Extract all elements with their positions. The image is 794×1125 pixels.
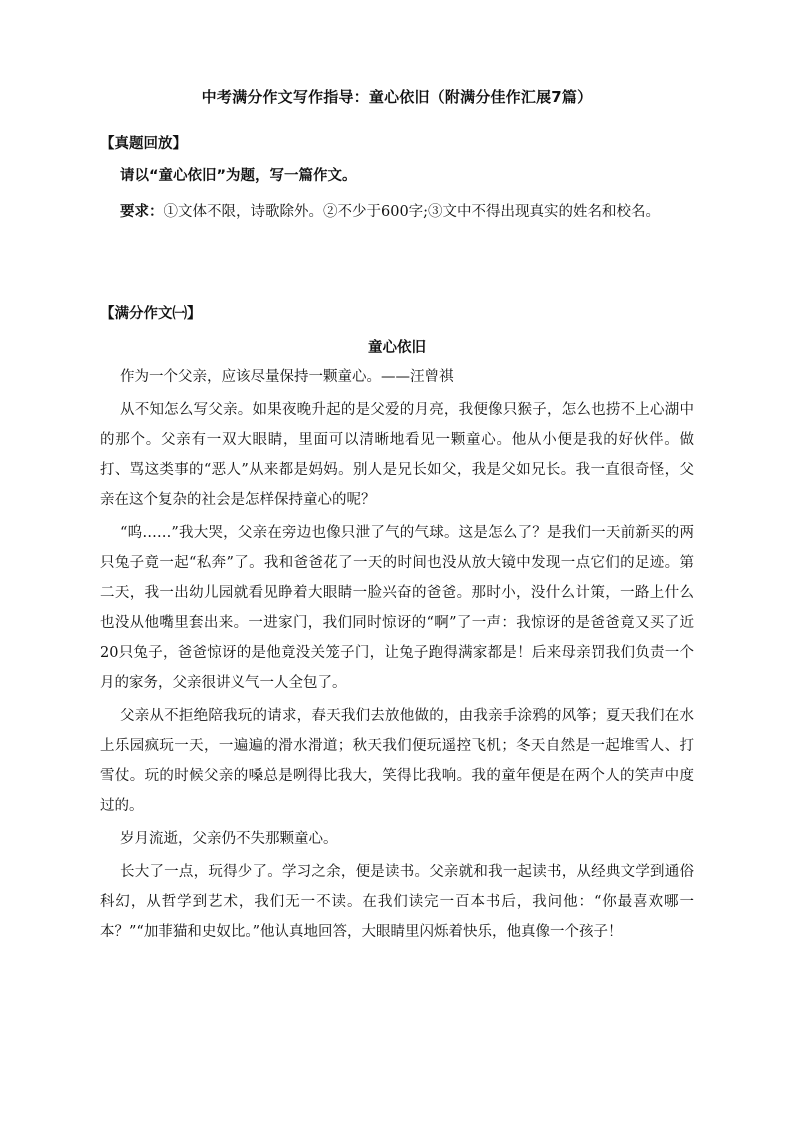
essay-paragraph: 岁月流逝，父亲仍不失那颗童心。: [120, 831, 338, 847]
essay-paragraph-epigraph: 作为一个父亲，应该尽量保持一颗童心。——汪曾祺: [120, 369, 454, 385]
essay-1-heading: 【满分作文㈠】: [100, 306, 202, 322]
real-question-heading: 【真题回放】: [100, 136, 187, 152]
requirement-paragraph: [100, 197, 694, 227]
essay-paragraph: 从不知怎么写父亲。如果夜晚升起的是父爱的月亮，我便像只猴子，怎么也捞不上心湖中的那个。父亲有一双大眼睛，里面可以清晰地看见一颗童心。他从小便是我的好伙伴。做打、骂这类事的“恶人”从来都是妈妈。别人是兄长如父，我是父如兄长。我一直很奇怪，父亲在这个复杂的社会是怎样保持童心的呢？: [100, 402, 694, 508]
requirement-text: ①文体不限，诗歌除外。②不少于600字;③文中不得出现真实的姓名和校名。: [163, 204, 661, 220]
document-title: 中考满分作文写作指导：童心依旧（附满分佳作汇展7篇）: [201, 88, 593, 106]
essay-paragraph: “呜……”我大哭，父亲在旁边也像只泄了气的气球。这是怎么了？是我们一天前新买的两只兔子竟一起“私奔”了。我和爸爸花了一天的时间也没从放大镜中发现一点它们的足迹。第二天，我一出幼儿园就看见睁着大眼睛一脸兴奋的爸爸。那时小，没什么计策，一路上什么也没从他嘴里套出来。一进家门，我们同时惊讶的“啊”了一声：我惊讶的是爸爸竟又买了近20只兔子，爸爸惊讶的是他竟没关笼子门，让兔子跑得满家都是！后来母亲罚我们负责一个月的家务，父亲很讲义气一人全包了。: [100, 525, 694, 691]
essay-1-title: 童心依旧: [368, 340, 426, 356]
essay-paragraph: 父亲从不拒绝陪我玩的请求，春天我们去放他做的，由我亲手涂鸦的风筝；夏天我们在水上乐园疯玩一天，一遍遍的滑水滑道；秋天我们便玩遥控飞机；冬天自然是一起堆雪人、打雪仗。玩的时候父亲的嗓总是咧得比我大，笑得比我响。我的童年便是在两个人的笑声中度过的。: [100, 708, 694, 814]
essay-1-body: [100, 362, 694, 950]
essay-paragraph: 长大了一点，玩得少了。学习之余，便是读书。父亲就和我一起读书，从经典文学到通俗科幻，从哲学到艺术，我们无一不读。在我们读完一百本书后，我问他：“你最喜欢哪一本？”“加菲猫和史奴比。”他认真地回答，大眼睛里闪烁着快乐，他真像一个孩子！: [100, 864, 694, 940]
requirement-label: 要求：: [120, 204, 164, 220]
question-prompt: 请以“童心依旧”为题，写一篇作文。: [120, 168, 357, 184]
